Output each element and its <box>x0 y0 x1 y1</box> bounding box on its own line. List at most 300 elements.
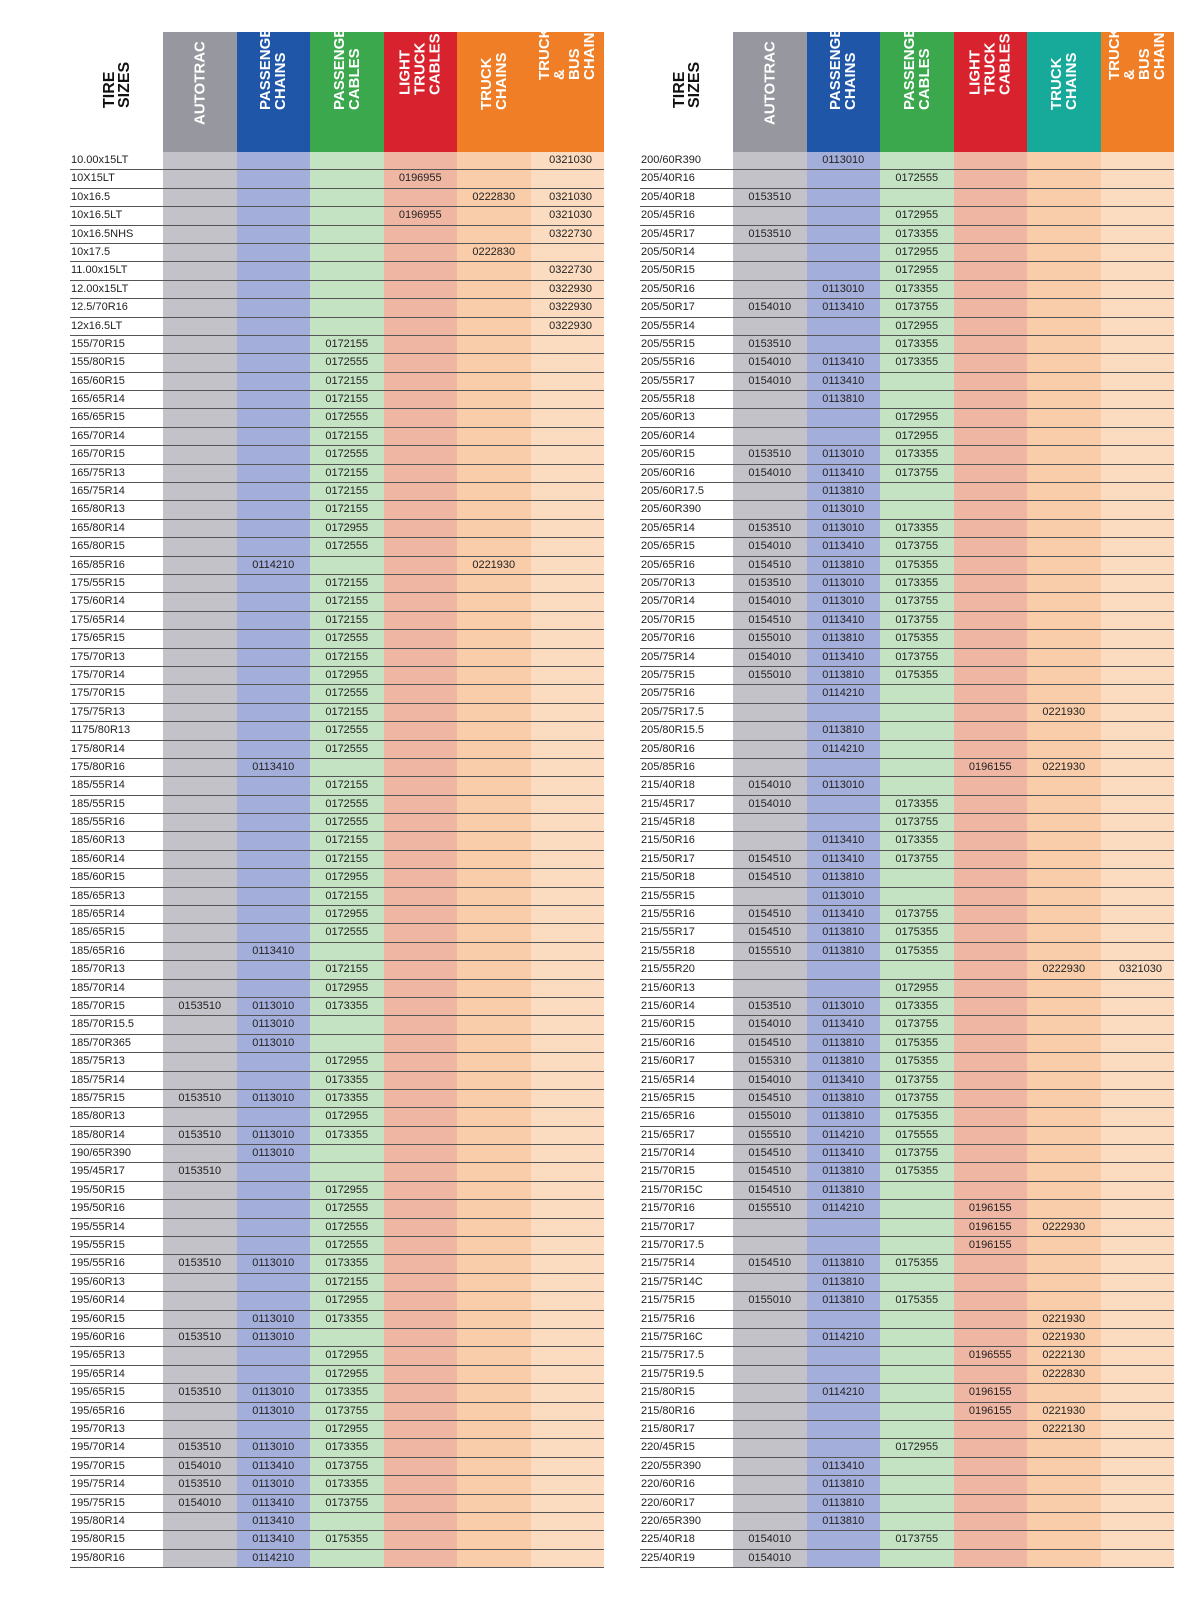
tire-size-cell: 205/55R17 <box>640 373 733 390</box>
light-truck-cables-cell <box>954 207 1028 224</box>
autotrac-cell: 0154510 <box>733 1182 807 1199</box>
tire-size-cell: 205/75R16 <box>640 685 733 702</box>
truck-bus-chains-cell <box>531 777 605 794</box>
light-truck-cables-cell <box>384 796 458 813</box>
passenger-chains-cell <box>807 814 881 831</box>
truck-chains-cell: 0221930 <box>1027 704 1101 721</box>
truck-bus-chains-cell <box>1101 1531 1175 1548</box>
light-truck-cables-cell <box>954 1035 1028 1052</box>
autotrac-cell <box>733 722 807 739</box>
passenger-chains-cell: 0113810 <box>807 1182 881 1199</box>
table-row <box>640 759 1174 777</box>
table-row <box>640 244 1174 262</box>
passenger-chains-cell: 0113810 <box>807 1255 881 1272</box>
passenger-cables-cell: 0172555 <box>310 1200 384 1217</box>
truck-chains-cell <box>457 980 531 997</box>
truck-chains-cell: 0222130 <box>1027 1421 1101 1438</box>
passenger-cables-cell: 0173755 <box>880 851 954 868</box>
autotrac-cell: 0154510 <box>733 1145 807 1162</box>
autotrac-cell: 0153510 <box>163 1439 237 1456</box>
truck-chains-cell <box>1027 391 1101 408</box>
passenger-chains-cell: 0113810 <box>807 667 881 684</box>
truck-bus-chains-cell <box>1101 354 1175 371</box>
truck-bus-chains-cell <box>1101 1163 1175 1180</box>
autotrac-cell: 0154010 <box>733 1550 807 1567</box>
passenger-cables-cell <box>310 299 384 316</box>
autotrac-cell <box>733 1495 807 1512</box>
autotrac-cell <box>733 207 807 224</box>
passenger-chains-cell: 0114210 <box>807 685 881 702</box>
passenger-chains-cell: 0113810 <box>807 557 881 574</box>
light-truck-cables-cell <box>384 888 458 905</box>
table-row <box>640 1403 1174 1421</box>
truck-bus-chains-cell <box>1101 722 1175 739</box>
tire-size-cell: 10x17.5 <box>70 244 163 261</box>
table-row <box>640 1072 1174 1090</box>
tire-size-cell: 185/70R15.5 <box>70 1016 163 1033</box>
tire-size-cell: 185/60R14 <box>70 851 163 868</box>
passenger-chains-cell: 0113810 <box>807 1292 881 1309</box>
truck-bus-chains-cell <box>1101 336 1175 353</box>
table-row <box>640 1495 1174 1513</box>
truck-chains-cell <box>1027 1384 1101 1401</box>
table-row <box>640 924 1174 942</box>
light-truck-cables-cell <box>954 299 1028 316</box>
passenger-chains-cell <box>807 1403 881 1420</box>
truck-chains-cell <box>457 759 531 776</box>
autotrac-cell <box>163 1274 237 1291</box>
truck-bus-chains-cell <box>1101 1476 1175 1493</box>
truck-chains-cell <box>457 538 531 555</box>
table-row <box>70 722 604 740</box>
tire-size-cell: 165/80R14 <box>70 520 163 537</box>
truck-chains-cell <box>1027 538 1101 555</box>
passenger-chains-cell <box>237 851 311 868</box>
tire-size-cell: 165/70R15 <box>70 446 163 463</box>
autotrac-cell: 0155010 <box>733 667 807 684</box>
light-truck-cables-cell <box>384 520 458 537</box>
passenger-chains-cell <box>237 980 311 997</box>
truck-chains-cell <box>1027 667 1101 684</box>
truck-bus-chains-cell <box>1101 557 1175 574</box>
passenger-cables-cell <box>310 1329 384 1346</box>
truck-bus-chains-cell <box>531 1053 605 1070</box>
tire-size-cell: 215/80R16 <box>640 1403 733 1420</box>
tire-size-cell: 165/65R15 <box>70 409 163 426</box>
tire-size-cell: 165/80R13 <box>70 501 163 518</box>
truck-bus-chains-cell <box>1101 244 1175 261</box>
light-truck-cables-cell <box>384 1384 458 1401</box>
table-row <box>640 1439 1174 1457</box>
passenger-chains-cell <box>237 1182 311 1199</box>
autotrac-cell <box>733 391 807 408</box>
tire-size-cell: 175/70R13 <box>70 649 163 666</box>
truck-bus-chains-cell <box>531 575 605 592</box>
table-row <box>70 888 604 906</box>
truck-bus-chains-cell <box>531 1513 605 1530</box>
passenger-chains-cell <box>807 170 881 187</box>
passenger-cables-cell: 0172155 <box>310 483 384 500</box>
autotrac-cell <box>163 961 237 978</box>
truck-chains-cell <box>1027 189 1101 206</box>
tire-size-cell: 215/50R17 <box>640 851 733 868</box>
passenger-chains-cell: 0113410 <box>237 759 311 776</box>
passenger-cables-cell: 0173755 <box>880 465 954 482</box>
table-row <box>70 998 604 1016</box>
truck-bus-chains-cell <box>531 1200 605 1217</box>
autotrac-cell: 0153510 <box>733 446 807 463</box>
passenger-cables-cell: 0172955 <box>880 262 954 279</box>
autotrac-cell <box>163 1531 237 1548</box>
truck-chains-cell <box>457 888 531 905</box>
autotrac-cell <box>163 281 237 298</box>
table-row <box>70 1403 604 1421</box>
table-row <box>70 943 604 961</box>
passenger-cables-cell <box>310 557 384 574</box>
autotrac-cell: 0153510 <box>163 998 237 1015</box>
tire-size-cell: 185/55R15 <box>70 796 163 813</box>
table-row <box>70 1495 604 1513</box>
autotrac-cell <box>163 299 237 316</box>
passenger-chains-cell <box>237 226 311 243</box>
light-truck-cables-cell <box>384 814 458 831</box>
passenger-cables-cell <box>310 1145 384 1162</box>
autotrac-cell: 0154010 <box>733 299 807 316</box>
passenger-cables-cell: 0172555 <box>310 685 384 702</box>
truck-chains-cell <box>457 1163 531 1180</box>
passenger-chains-cell <box>237 1292 311 1309</box>
truck-bus-chains-cell <box>531 961 605 978</box>
light-truck-cables-cell: 0196555 <box>954 1347 1028 1364</box>
passenger-chains-cell: 0113410 <box>807 465 881 482</box>
passenger-chains-cell <box>237 906 311 923</box>
passenger-chains-cell <box>237 354 311 371</box>
table-row <box>640 446 1174 464</box>
passenger-cables-cell: 0173355 <box>310 1090 384 1107</box>
tire-size-cell: 215/60R16 <box>640 1035 733 1052</box>
tire-size-cell: 175/75R13 <box>70 704 163 721</box>
light-truck-cables-cell <box>384 1182 458 1199</box>
table-row <box>640 1384 1174 1402</box>
tire-size-cell: 195/55R16 <box>70 1255 163 1272</box>
truck-chains-cell <box>457 409 531 426</box>
truck-bus-chains-cell <box>531 906 605 923</box>
passenger-cables-cell: 0173755 <box>880 1531 954 1548</box>
truck-bus-chains-cell <box>531 1550 605 1567</box>
passenger-chains-cell <box>807 226 881 243</box>
tire-size-cell: 10x16.5LT <box>70 207 163 224</box>
passenger-cables-cell: 0172955 <box>310 1108 384 1125</box>
passenger-chains-cell: 0113410 <box>807 1072 881 1089</box>
truck-bus-chains-cell <box>1101 1072 1175 1089</box>
light-truck-cables-cell <box>954 704 1028 721</box>
light-truck-cables-cell <box>954 1255 1028 1272</box>
passenger-chains-cell <box>237 207 311 224</box>
table-row <box>70 796 604 814</box>
light-truck-cables-cell <box>954 1127 1028 1144</box>
autotrac-cell: 0153510 <box>733 189 807 206</box>
passenger-chains-cell <box>237 832 311 849</box>
autotrac-cell: 0154510 <box>733 1163 807 1180</box>
autotrac-cell <box>733 961 807 978</box>
truck-chains-cell <box>1027 1053 1101 1070</box>
table-row <box>70 869 604 887</box>
autotrac-cell <box>163 336 237 353</box>
autotrac-cell: 0153510 <box>163 1384 237 1401</box>
passenger-chains-cell: 0113010 <box>807 998 881 1015</box>
tire-size-cell: 205/50R16 <box>640 281 733 298</box>
truck-bus-chains-cell <box>1101 391 1175 408</box>
tire-size-cell: 215/70R14 <box>640 1145 733 1162</box>
passenger-chains-cell: 0113810 <box>807 869 881 886</box>
truck-chains-cell <box>1027 869 1101 886</box>
light-truck-cables-cell <box>384 1053 458 1070</box>
tire-size-cell: 10x16.5 <box>70 189 163 206</box>
header-truck-bus-chains-label: TRUCK & BUS CHAINS <box>1106 22 1169 80</box>
tire-size-cell: 205/55R16 <box>640 354 733 371</box>
truck-bus-chains-cell <box>1101 685 1175 702</box>
passenger-chains-cell: 0114210 <box>807 1384 881 1401</box>
passenger-chains-cell: 0113410 <box>807 832 881 849</box>
truck-bus-chains-cell <box>1101 832 1175 849</box>
header-autotrac <box>733 32 807 152</box>
truck-bus-chains-cell <box>1101 1108 1175 1125</box>
light-truck-cables-cell <box>384 501 458 518</box>
tire-size-cell: 205/60R15 <box>640 446 733 463</box>
light-truck-cables-cell <box>954 557 1028 574</box>
truck-chains-cell <box>1027 170 1101 187</box>
passenger-cables-cell <box>310 262 384 279</box>
passenger-cables-cell: 0173355 <box>310 1384 384 1401</box>
truck-chains-cell <box>457 1127 531 1144</box>
truck-bus-chains-cell <box>531 814 605 831</box>
passenger-cables-cell: 0172955 <box>310 1182 384 1199</box>
truck-chains-cell <box>457 796 531 813</box>
passenger-cables-cell <box>310 244 384 261</box>
autotrac-cell <box>163 851 237 868</box>
passenger-cables-cell: 0172955 <box>310 906 384 923</box>
passenger-cables-cell: 0173755 <box>880 1016 954 1033</box>
truck-bus-chains-cell <box>1101 1255 1175 1272</box>
autotrac-cell <box>733 1513 807 1530</box>
passenger-cables-cell <box>880 1421 954 1438</box>
truck-bus-chains-cell <box>531 1274 605 1291</box>
truck-bus-chains-cell <box>1101 998 1175 1015</box>
passenger-cables-cell: 0172155 <box>310 704 384 721</box>
light-truck-cables-cell <box>384 630 458 647</box>
autotrac-cell <box>733 1366 807 1383</box>
truck-bus-chains-cell <box>531 1366 605 1383</box>
table-row <box>70 557 604 575</box>
truck-chains-cell <box>457 943 531 960</box>
autotrac-cell <box>733 281 807 298</box>
passenger-chains-cell <box>237 483 311 500</box>
passenger-cables-cell <box>310 1035 384 1052</box>
truck-chains-cell <box>1027 262 1101 279</box>
truck-bus-chains-cell <box>1101 1145 1175 1162</box>
truck-bus-chains-cell <box>531 832 605 849</box>
passenger-cables-cell <box>880 741 954 758</box>
truck-chains-cell <box>1027 1145 1101 1162</box>
truck-bus-chains-cell: 0321030 <box>531 189 605 206</box>
tire-size-cell: 215/40R18 <box>640 777 733 794</box>
left-table <box>70 16 604 1568</box>
truck-bus-chains-cell <box>531 1145 605 1162</box>
passenger-cables-cell <box>880 1329 954 1346</box>
tire-size-cell: 205/65R16 <box>640 557 733 574</box>
passenger-chains-cell <box>237 1108 311 1125</box>
autotrac-cell <box>163 1053 237 1070</box>
right-table <box>640 16 1174 1568</box>
table-row <box>70 1311 604 1329</box>
passenger-chains-cell: 0113010 <box>807 281 881 298</box>
truck-chains-cell <box>1027 465 1101 482</box>
light-truck-cables-cell <box>384 704 458 721</box>
tire-size-cell: 215/70R16 <box>640 1200 733 1217</box>
table-row <box>640 1090 1174 1108</box>
passenger-cables-cell <box>310 189 384 206</box>
table-row <box>70 1292 604 1310</box>
passenger-chains-cell <box>807 704 881 721</box>
light-truck-cables-cell: 0196955 <box>384 170 458 187</box>
truck-chains-cell <box>457 667 531 684</box>
truck-bus-chains-cell <box>1101 1550 1175 1567</box>
truck-chains-cell <box>457 1329 531 1346</box>
passenger-chains-cell: 0113810 <box>807 1163 881 1180</box>
passenger-cables-cell: 0172955 <box>880 207 954 224</box>
light-truck-cables-cell <box>384 777 458 794</box>
table-row <box>640 318 1174 336</box>
autotrac-cell: 0153510 <box>163 1090 237 1107</box>
table-row <box>640 1145 1174 1163</box>
table-row <box>70 520 604 538</box>
passenger-cables-cell: 0175355 <box>310 1531 384 1548</box>
tire-size-cell: 195/45R17 <box>70 1163 163 1180</box>
table-row <box>640 796 1174 814</box>
passenger-cables-cell: 0172955 <box>310 1421 384 1438</box>
passenger-cables-cell: 0175355 <box>880 1163 954 1180</box>
passenger-chains-cell <box>807 409 881 426</box>
light-truck-cables-cell <box>384 1090 458 1107</box>
autotrac-cell <box>163 704 237 721</box>
passenger-chains-cell <box>237 299 311 316</box>
truck-chains-cell <box>1027 685 1101 702</box>
passenger-cables-cell <box>880 685 954 702</box>
table-row <box>70 373 604 391</box>
truck-bus-chains-cell <box>531 943 605 960</box>
table-row <box>640 501 1174 519</box>
tire-size-cell: 195/55R14 <box>70 1219 163 1236</box>
truck-bus-chains-cell <box>531 869 605 886</box>
autotrac-cell: 0155010 <box>733 1292 807 1309</box>
light-truck-cables-cell <box>384 1072 458 1089</box>
header-autotrac <box>163 32 237 152</box>
truck-bus-chains-cell <box>1101 759 1175 776</box>
truck-bus-chains-cell <box>1101 373 1175 390</box>
passenger-cables-cell: 0173755 <box>880 593 954 610</box>
autotrac-cell: 0154010 <box>733 465 807 482</box>
passenger-chains-cell: 0113010 <box>237 1035 311 1052</box>
autotrac-cell <box>733 1439 807 1456</box>
header-passenger-cables-label: PASSENGER CABLES <box>900 16 933 110</box>
autotrac-cell: 0153510 <box>733 226 807 243</box>
tire-size-cell: 215/75R14 <box>640 1255 733 1272</box>
tire-size-cell: 215/70R17 <box>640 1219 733 1236</box>
table-row <box>640 1127 1174 1145</box>
truck-chains-cell <box>457 1053 531 1070</box>
passenger-cables-cell: 0172955 <box>310 1366 384 1383</box>
tire-size-cell: 155/80R15 <box>70 354 163 371</box>
passenger-chains-cell: 0113810 <box>807 1035 881 1052</box>
truck-chains-cell: 0221930 <box>1027 1311 1101 1328</box>
light-truck-cables-cell <box>954 685 1028 702</box>
left-table-body <box>70 152 604 1568</box>
autotrac-cell: 0154010 <box>733 373 807 390</box>
tire-size-cell: 215/50R18 <box>640 869 733 886</box>
autotrac-cell: 0154510 <box>733 1035 807 1052</box>
table-row <box>640 722 1174 740</box>
truck-chains-cell <box>1027 226 1101 243</box>
table-row <box>70 1439 604 1457</box>
passenger-cables-cell: 0172555 <box>310 538 384 555</box>
passenger-cables-cell: 0173755 <box>880 538 954 555</box>
truck-chains-cell <box>1027 649 1101 666</box>
passenger-chains-cell <box>237 391 311 408</box>
header-truck-chains-label: TRUCK CHAINS <box>477 52 510 110</box>
truck-bus-chains-cell <box>1101 207 1175 224</box>
passenger-cables-cell <box>880 759 954 776</box>
passenger-cables-cell: 0173755 <box>880 612 954 629</box>
autotrac-cell <box>163 1016 237 1033</box>
truck-bus-chains-cell <box>531 1311 605 1328</box>
passenger-cables-cell: 0173355 <box>880 336 954 353</box>
truck-chains-cell <box>457 961 531 978</box>
truck-chains-cell <box>1027 1200 1101 1217</box>
truck-bus-chains-cell <box>1101 667 1175 684</box>
passenger-cables-cell: 0175355 <box>880 943 954 960</box>
passenger-chains-cell <box>237 593 311 610</box>
autotrac-cell: 0154010 <box>733 777 807 794</box>
autotrac-cell <box>163 888 237 905</box>
passenger-cables-cell <box>880 777 954 794</box>
truck-chains-cell: 0221930 <box>457 557 531 574</box>
table-row <box>640 538 1174 556</box>
light-truck-cables-cell <box>384 649 458 666</box>
header-tire-sizes-label: TIRE SIZES <box>100 61 133 108</box>
autotrac-cell: 0154010 <box>733 354 807 371</box>
table-row <box>70 207 604 225</box>
passenger-cables-cell: 0172155 <box>310 501 384 518</box>
truck-bus-chains-cell <box>1101 575 1175 592</box>
light-truck-cables-cell <box>384 759 458 776</box>
table-row <box>640 483 1174 501</box>
truck-bus-chains-cell <box>1101 409 1175 426</box>
truck-bus-chains-cell <box>1101 1016 1175 1033</box>
truck-bus-chains-cell <box>531 1127 605 1144</box>
truck-bus-chains-cell <box>1101 741 1175 758</box>
passenger-cables-cell: 0172555 <box>310 796 384 813</box>
truck-bus-chains-cell: 0322730 <box>531 226 605 243</box>
passenger-cables-cell <box>880 1311 954 1328</box>
light-truck-cables-cell <box>384 1255 458 1272</box>
truck-chains-cell <box>1027 1072 1101 1089</box>
truck-bus-chains-cell <box>531 391 605 408</box>
light-truck-cables-cell <box>954 170 1028 187</box>
truck-chains-cell <box>457 1108 531 1125</box>
truck-bus-chains-cell: 0322930 <box>531 281 605 298</box>
truck-bus-chains-cell <box>531 1016 605 1033</box>
autotrac-cell <box>163 207 237 224</box>
